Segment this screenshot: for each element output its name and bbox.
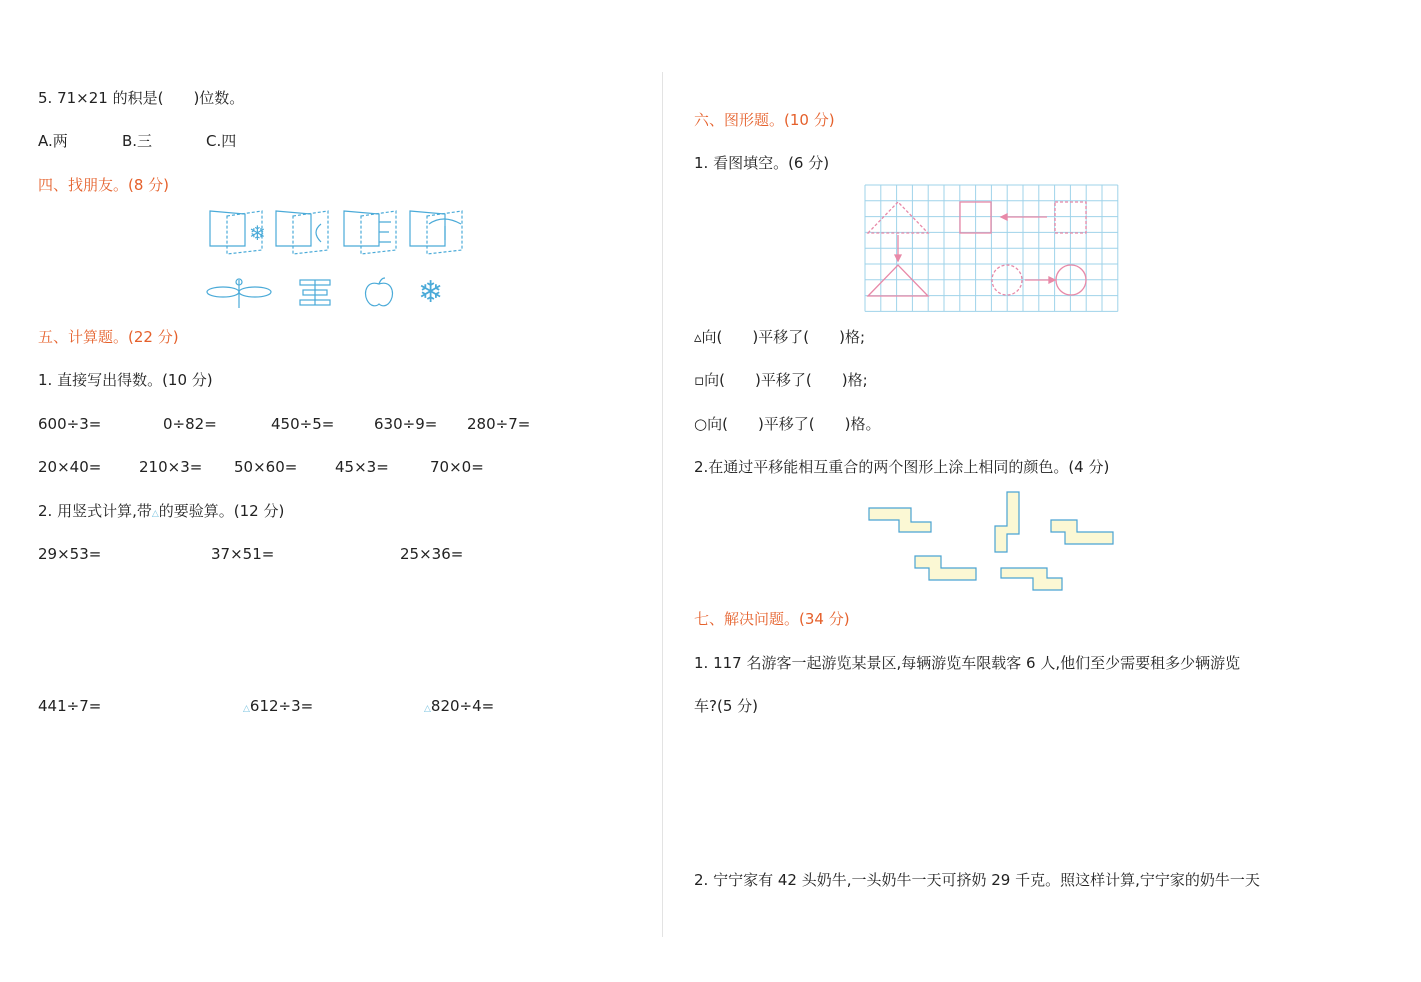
vertical-calc-item [424, 696, 494, 719]
calc-item: 280÷7= [467, 415, 531, 433]
calc-item: 20×40= [38, 458, 102, 476]
vertical-calc-item [243, 696, 313, 719]
section-6-q2-title: 2.在通过平移能相互重合的两个图形上涂上相同的颜色。(4 分) [694, 458, 1110, 476]
part-2-title-before: 2. 用竖式计算,带 [38, 502, 152, 520]
section-5-title: 五、计算题。(22 分) [38, 328, 179, 346]
shape-d [915, 556, 976, 580]
triangle-answer-line: ▵向( )平移了( )格; [694, 328, 865, 346]
question-5: 5. 71×21 的积是( )位数。 [38, 89, 245, 107]
triangle-original [868, 202, 928, 233]
calc-item: 70×0= [430, 458, 484, 476]
section-6-title: 六、图形题。(10 分) [694, 111, 835, 129]
triangle-mark: △ [243, 704, 250, 714]
snowflake-icon [418, 275, 443, 310]
shape-e [1001, 568, 1062, 590]
part-2-title-after: 的要验算。(12 分) [158, 502, 285, 520]
section-6-q1-title: 1. 看图填空。(6 分) [694, 154, 830, 172]
folded-paper-icon [210, 211, 266, 254]
section-7-q1-line1: 1. 117 名游客一起游览某景区,每辆游览车限载客 6 人,他们至少需要租多少辆游览 [694, 654, 1241, 672]
option-a: A.两 [38, 132, 68, 150]
calc-item: 450÷5= [271, 415, 335, 433]
vertical-calc-item: 29×53= [38, 545, 102, 563]
expression: 820÷4= [430, 697, 495, 715]
apple-icon [366, 278, 393, 306]
expression: 441÷7= [38, 697, 102, 715]
square-answer-line: ▫向( )平移了( )格; [694, 371, 868, 389]
king-character-icon [300, 280, 330, 305]
folded-paper-icon [344, 211, 396, 254]
column-divider [662, 72, 663, 937]
part-2-title [38, 501, 284, 524]
shape-c [1051, 520, 1113, 544]
svg-text:❄: ❄ [418, 275, 444, 310]
folded-paper-icon [276, 211, 328, 254]
vertical-calc-item: 37×51= [211, 545, 275, 563]
folded-paper-figures [205, 206, 470, 258]
section-7-q2-line1: 2. 宁宁家有 42 头奶牛,一头奶牛一天可挤奶 29 千克。照这样计算,宁宁家的奶牛一天 [694, 871, 1260, 889]
svg-text:❄: ❄ [249, 221, 266, 245]
option-c: C.四 [206, 132, 237, 150]
section-7-title: 七、解决问题。(34 分) [694, 610, 850, 628]
calc-item: 600÷3= [38, 415, 102, 433]
shape-b [995, 492, 1019, 552]
section-4-title: 四、找朋友。(8 分) [38, 176, 170, 194]
folded-paper-icon [410, 211, 462, 254]
calc-item: 210×3= [139, 458, 203, 476]
triangle-mark: △ [424, 704, 431, 714]
vertical-calc-item: 25×36= [400, 545, 464, 563]
circle-answer-line: ○向( )平移了( )格。 [694, 415, 881, 433]
vertical-calc-item [38, 696, 101, 716]
tetromino-shapes [865, 490, 1120, 595]
calc-item: 0÷82= [163, 415, 217, 433]
symmetric-figures [205, 274, 470, 314]
calc-item: 45×3= [335, 458, 389, 476]
triangle-moved [868, 265, 928, 296]
calc-item: 630÷9= [374, 415, 438, 433]
triangle-mark: △ [151, 509, 159, 519]
option-b: B.三 [122, 132, 153, 150]
translation-grid [865, 185, 1119, 312]
shape-a [869, 508, 931, 532]
dragonfly-icon [207, 279, 271, 308]
section-7-q1-line2: 车?(5 分) [694, 697, 758, 715]
part-1-title: 1. 直接写出得数。(10 分) [38, 371, 213, 389]
calc-item: 50×60= [234, 458, 298, 476]
expression: 612÷3= [249, 697, 314, 715]
